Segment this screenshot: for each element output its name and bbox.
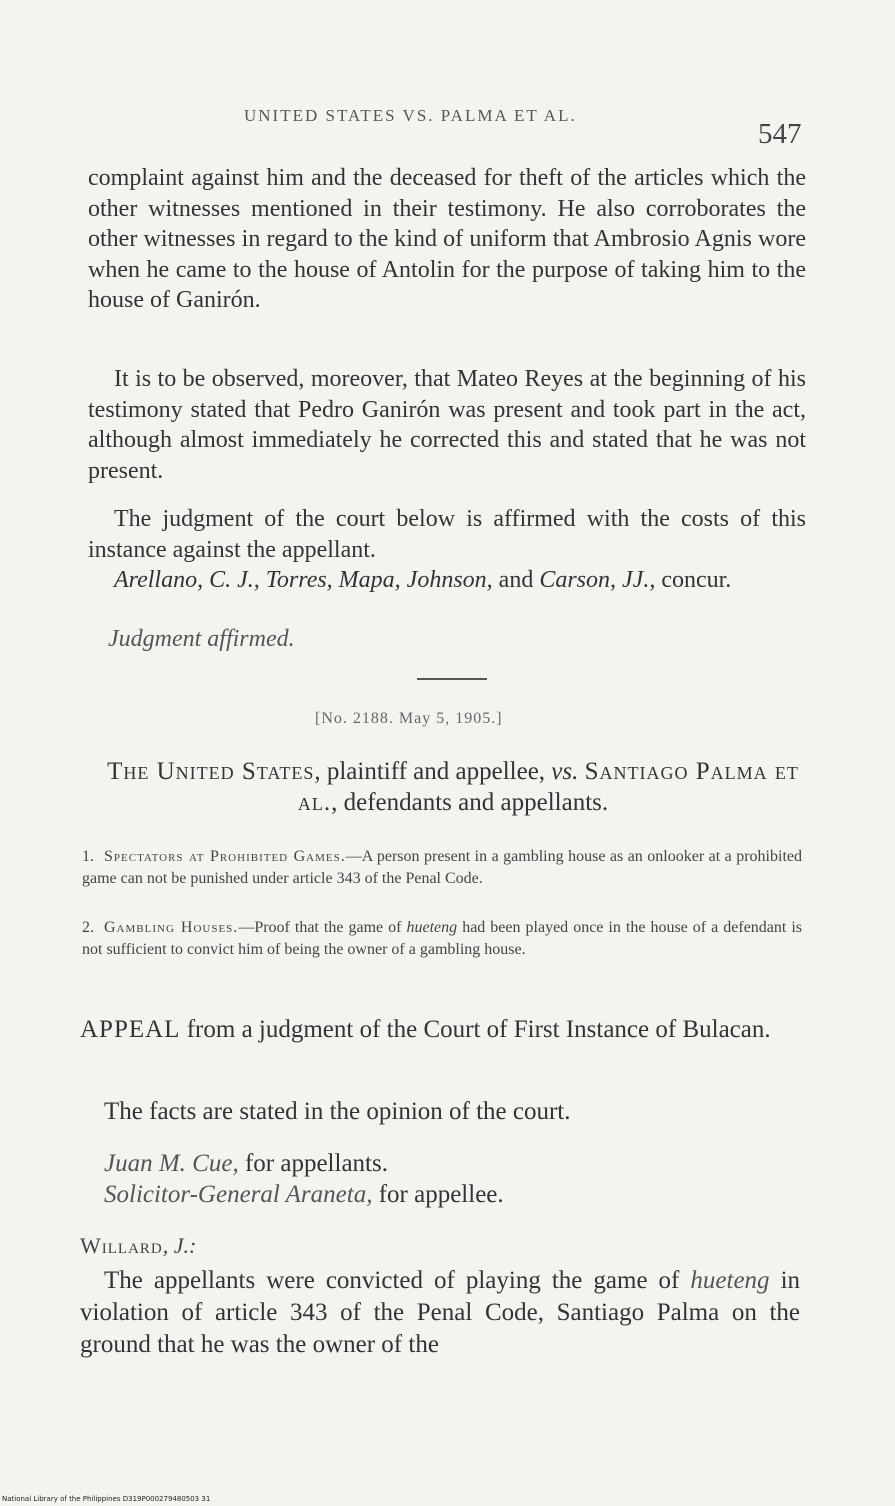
syllabus-item <box>82 917 802 960</box>
appeal-lead: APPEAL <box>80 1016 181 1043</box>
disposition: Judgment affirmed. <box>108 626 295 652</box>
appeal-statement <box>80 1015 800 1045</box>
caption-plaintiff-role: , plaintiff and appellee, <box>314 758 546 785</box>
opinion-italic-term: hueteng <box>690 1267 770 1294</box>
opinion-paragraph <box>80 1265 800 1361</box>
syllabus-heading: Spectators at Prohibited Games. <box>104 848 346 865</box>
footer-credit: National Library of the Philippines D319P000279480503 31 <box>2 1495 211 1503</box>
concurring-justice-last: Carson, JJ., <box>539 567 656 593</box>
counsel-line <box>104 1150 388 1178</box>
paragraph-observation: It is to be observed, moreover, that Mateo Reyes at the beginning of his testimony stated that Pedro Ganirón was present and took part in the act, although almost immediately he corrected this and stated that he was not present. <box>88 366 806 484</box>
justice-name: Willard <box>80 1233 163 1258</box>
counsel-role: for appellants. <box>244 1150 388 1177</box>
paragraph-judgment: The judgment of the court below is affirmed with the costs of this instance against the appellant. <box>88 506 806 563</box>
caption-defendant: Santiago Palma et al. <box>297 758 799 816</box>
counsel-name: Solicitor-General Araneta, <box>104 1181 373 1208</box>
running-head: UNITED STATES VS. PALMA ET AL. <box>244 106 577 125</box>
concurring-justices: Arellano, C. J., Torres, Mapa, Johnson, <box>114 567 493 593</box>
counsel-role: for appellee. <box>378 1181 504 1208</box>
case-caption <box>98 756 808 818</box>
opinion-author <box>80 1233 196 1259</box>
concur-and: and <box>498 567 534 593</box>
syllabus-number: 2. <box>82 919 94 936</box>
concur-tail: concur. <box>661 567 732 593</box>
paragraph-continued: complaint against him and the deceased for theft of the articles which the other witnesses mentioned in their testimony. He also corroborates the other witnesses in regard to the kind of uniform that Ambrosio Agnis wore when he came to the house of Antolin for the purpose of taking him to the house of Ganirón. <box>88 165 806 313</box>
syllabus-text: —A person present in a gambling house as an onlooker at a prohibited game can not be punished under article 343 of the Penal Code. <box>82 848 802 887</box>
syllabus-heading: Gambling Houses. <box>104 919 239 936</box>
section-divider <box>417 678 487 680</box>
justice-title: , J.: <box>162 1233 197 1258</box>
opinion-text: The appellants were convicted of playing the game of <box>104 1267 680 1294</box>
caption-defendant-role: , defendants and appellants. <box>331 789 609 816</box>
docket-line: [No. 2188. May 5, 1905.] <box>315 710 503 727</box>
caption-plaintiff: The United States <box>107 758 315 785</box>
opinion-text-after: in violation of article 343 of the Penal Code, Santiago Palma on the ground that he was the owner of the <box>80 1267 801 1358</box>
caption-vs: vs. <box>551 758 579 785</box>
syllabus-text-after: had been played once in the house of a defendant is not sufficient to convict him of being the owner of a gambling house. <box>82 919 803 958</box>
syllabus-text: —Proof that the game of <box>238 919 402 936</box>
appeal-text: from a judgment of the Court of First Instance of Bulacan. <box>186 1016 771 1043</box>
syllabus-number: 1. <box>82 848 94 865</box>
concurrence <box>88 565 806 596</box>
counsel-name: Juan M. Cue, <box>104 1150 239 1177</box>
facts-statement: The facts are stated in the opinion of the court. <box>104 1098 571 1125</box>
syllabus-item <box>82 846 802 889</box>
page-number: 547 <box>758 118 802 150</box>
syllabus-italic-term: hueteng <box>406 919 458 936</box>
counsel-line <box>104 1181 504 1209</box>
